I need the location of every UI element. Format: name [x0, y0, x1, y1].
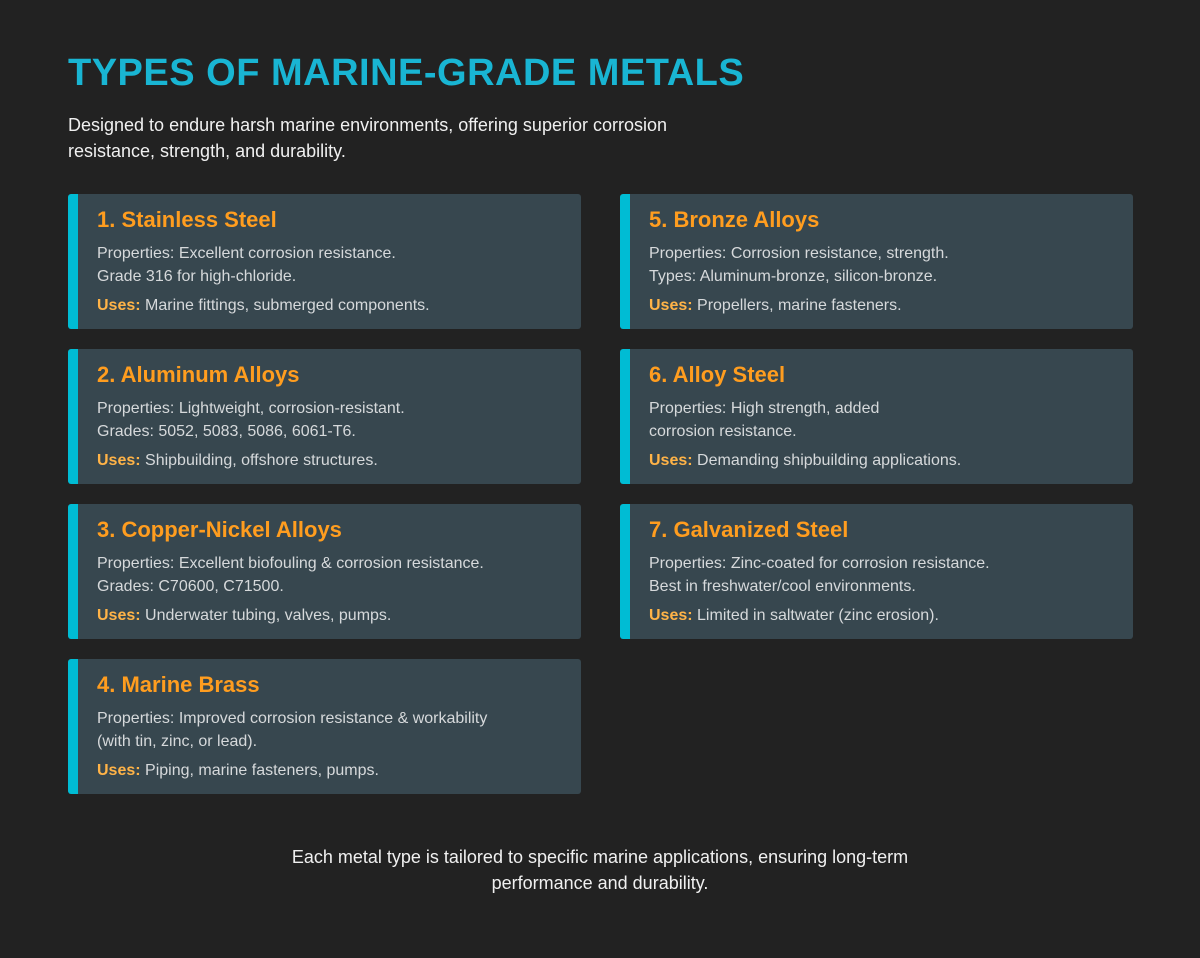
card-aluminum-alloys	[68, 349, 581, 484]
card-properties-line: Best in freshwater/cool environments.	[649, 578, 916, 595]
card-properties-line: Grades: 5052, 5083, 5086, 6061-T6.	[97, 423, 356, 440]
uses-text: Demanding shipbuilding applications.	[697, 452, 962, 469]
card-bronze-alloys	[620, 194, 1133, 329]
card-uses	[649, 450, 1117, 472]
uses-text: Shipbuilding, offshore structures.	[145, 452, 378, 469]
uses-text: Underwater tubing, valves, pumps.	[145, 607, 392, 624]
uses-text: Propellers, marine fasteners.	[697, 297, 902, 314]
card-properties-line: Properties: Excellent biofouling & corrosion resistance.	[97, 555, 484, 572]
card-properties-line: Grade 316 for high-chloride.	[97, 268, 297, 285]
uses-label: Uses:	[649, 452, 693, 469]
uses-label: Uses:	[97, 607, 141, 624]
card-title: 1. Stainless Steel	[97, 207, 277, 232]
card-title: 6. Alloy Steel	[649, 362, 786, 387]
uses-label: Uses:	[97, 452, 141, 469]
uses-label: Uses:	[97, 297, 141, 314]
card-properties	[649, 242, 1117, 288]
card-stainless-steel	[68, 194, 581, 329]
uses-label: Uses:	[649, 297, 693, 314]
card-properties	[649, 397, 1117, 443]
card-marine-brass	[68, 659, 581, 794]
card-properties-line: Properties: High strength, added	[649, 400, 880, 417]
card-properties-line: Properties: Zinc-coated for corrosion resistance.	[649, 555, 990, 572]
card-uses	[97, 760, 565, 782]
card-properties	[97, 707, 565, 753]
card-title: 2. Aluminum Alloys	[97, 362, 300, 387]
card-uses	[649, 295, 1117, 317]
card-title: 4. Marine Brass	[97, 672, 260, 697]
card-galvanized-steel	[620, 504, 1133, 639]
uses-text: Marine fittings, submerged components.	[145, 297, 430, 314]
card-properties	[649, 552, 1117, 598]
card-title: 3. Copper-Nickel Alloys	[97, 517, 342, 542]
card-properties-line: Properties: Improved corrosion resistance & workability	[97, 710, 488, 727]
intro-text: Designed to endure harsh marine environments, offering superior corrosion resistance, strength, and durability.	[68, 115, 667, 161]
card-properties	[97, 552, 565, 598]
card-copper-nickel-alloys	[68, 504, 581, 639]
footer-note: Each metal type is tailored to specific marine applications, ensuring long-term performance and durability.	[291, 847, 909, 893]
card-title: 7. Galvanized Steel	[649, 517, 849, 542]
card-uses	[649, 605, 1117, 627]
uses-label: Uses:	[649, 607, 693, 624]
card-properties-line: Grades: C70600, C71500.	[97, 578, 284, 595]
page-title: TYPES OF MARINE-GRADE METALS	[68, 52, 745, 94]
card-alloy-steel	[620, 349, 1133, 484]
card-uses	[97, 605, 565, 627]
card-properties-line: Properties: Excellent corrosion resistance.	[97, 245, 396, 262]
card-properties-line: corrosion resistance.	[649, 423, 797, 440]
card-properties-line: Properties: Corrosion resistance, strength.	[649, 245, 949, 262]
uses-label: Uses:	[97, 762, 141, 779]
card-properties	[97, 242, 565, 288]
card-title: 5. Bronze Alloys	[649, 207, 820, 232]
card-properties	[97, 397, 565, 443]
card-properties-line: Types: Aluminum-bronze, silicon-bronze.	[649, 268, 938, 285]
card-properties-line: (with tin, zinc, or lead).	[97, 733, 258, 750]
uses-text: Limited in saltwater (zinc erosion).	[697, 607, 939, 624]
uses-text: Piping, marine fasteners, pumps.	[145, 762, 379, 779]
card-properties-line: Properties: Lightweight, corrosion-resistant.	[97, 400, 405, 417]
card-uses	[97, 295, 565, 317]
card-uses	[97, 450, 565, 472]
